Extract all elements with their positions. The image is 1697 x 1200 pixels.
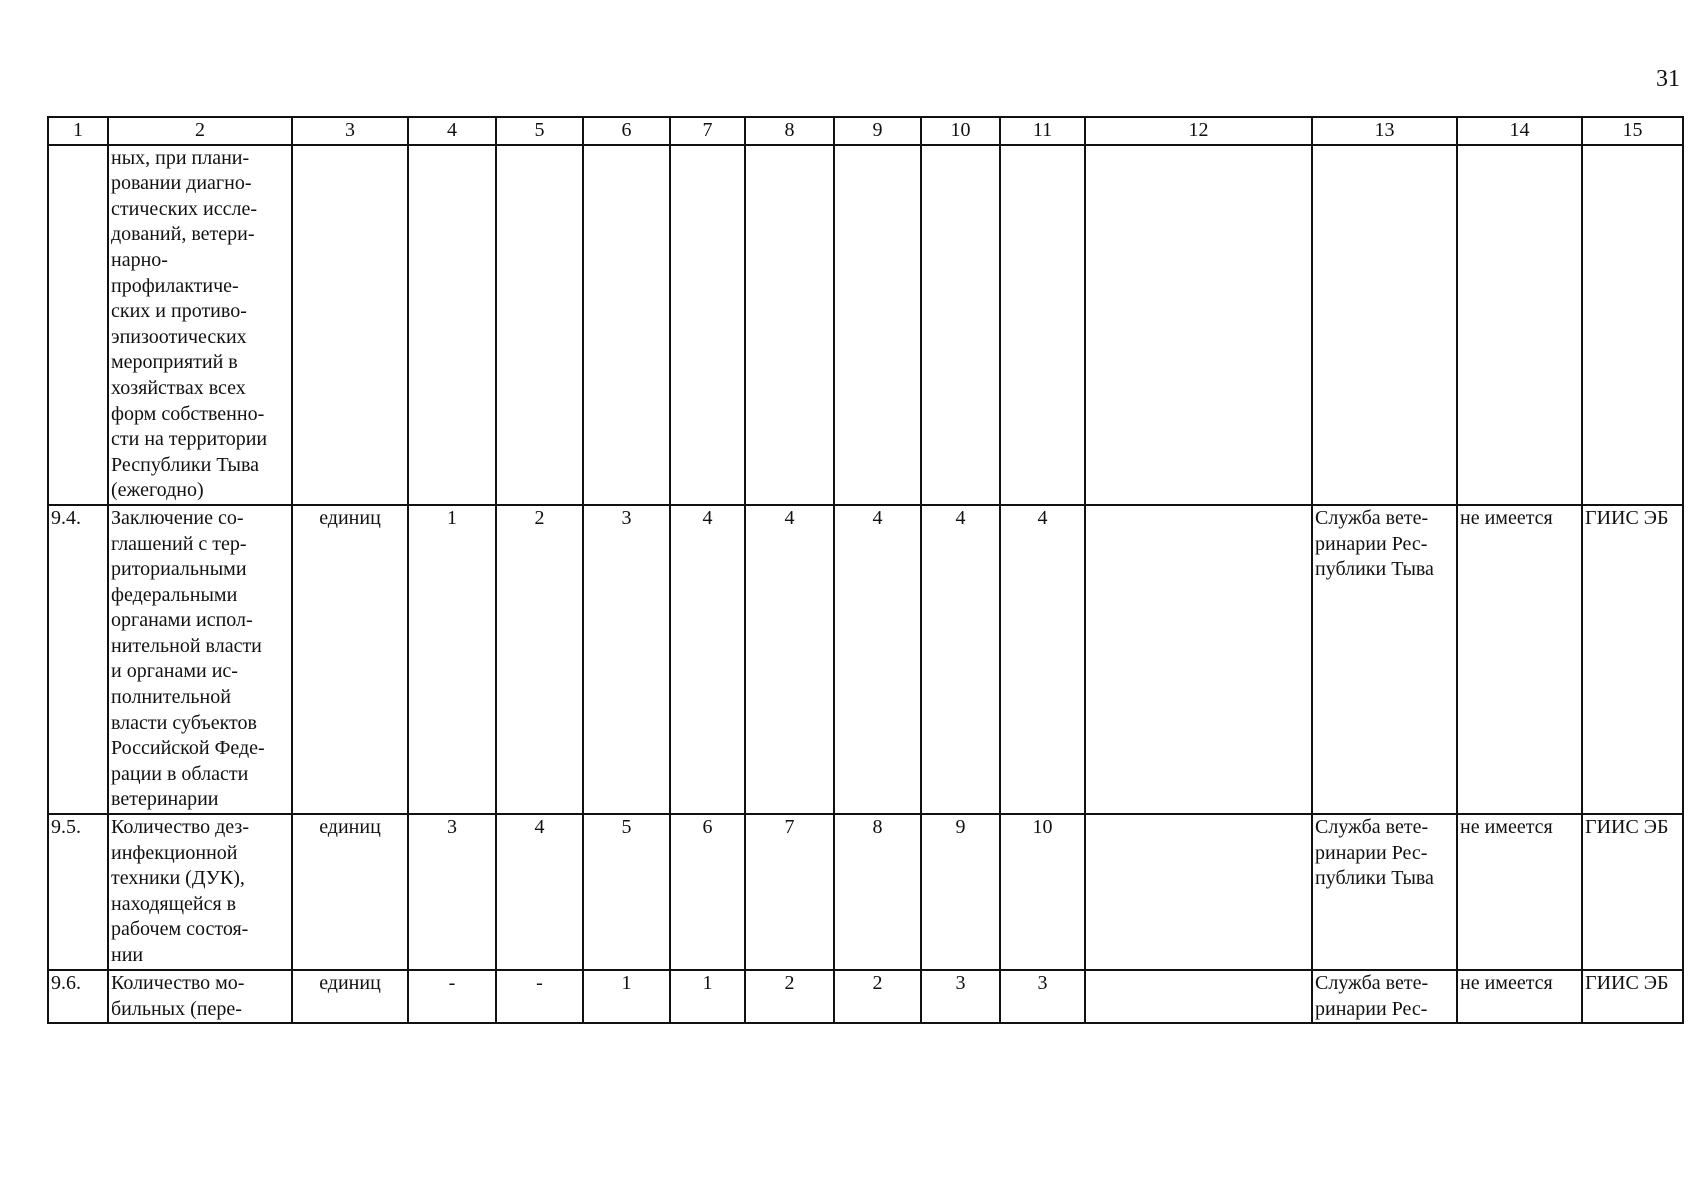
value-cell: 3 xyxy=(583,505,670,814)
value-cell: 4 xyxy=(1000,505,1085,814)
value-cell xyxy=(408,145,496,505)
value-cell: 4 xyxy=(834,505,921,814)
responsible-cell: Служба вете- ринарии Рес- публики Тыва xyxy=(1312,505,1457,814)
column-header: 1 xyxy=(48,117,108,145)
column-header: 15 xyxy=(1582,117,1683,145)
row-number-cell: 9.4. xyxy=(48,505,108,814)
value-cell xyxy=(921,145,1000,505)
column-15-cell: ГИИС ЭБ xyxy=(1582,505,1683,814)
value-cell: 4 xyxy=(745,505,834,814)
page-number: 31 xyxy=(1656,66,1680,92)
value-cell: 1 xyxy=(408,505,496,814)
unit-cell: единиц xyxy=(292,970,408,1023)
column-14-cell xyxy=(1457,145,1582,505)
column-header: 10 xyxy=(921,117,1000,145)
column-header: 9 xyxy=(834,117,921,145)
unit-cell xyxy=(292,145,408,505)
value-cell xyxy=(745,145,834,505)
column-header: 2 xyxy=(108,117,292,145)
responsible-cell: Служба вете- ринарии Рес- xyxy=(1312,970,1457,1023)
column-14-cell: не имеется xyxy=(1457,814,1582,970)
row-number-cell: 9.5. xyxy=(48,814,108,970)
column-12-cell xyxy=(1085,970,1312,1023)
column-header: 8 xyxy=(745,117,834,145)
value-cell: - xyxy=(408,970,496,1023)
column-15-cell xyxy=(1582,145,1683,505)
column-15-cell: ГИИС ЭБ xyxy=(1582,814,1683,970)
value-cell: 2 xyxy=(496,505,583,814)
value-cell: 2 xyxy=(834,970,921,1023)
value-cell: 3 xyxy=(921,970,1000,1023)
column-header: 6 xyxy=(583,117,670,145)
unit-cell: единиц xyxy=(292,814,408,970)
value-cell: 1 xyxy=(670,970,745,1023)
unit-cell: единиц xyxy=(292,505,408,814)
column-15-cell: ГИИС ЭБ xyxy=(1582,970,1683,1023)
column-header: 5 xyxy=(496,117,583,145)
column-12-cell xyxy=(1085,505,1312,814)
indicator-name-cell: Заключение со- глашений с тер- риториальными федеральными органами испол- нительной власти и органами ис- полнительной власти субъектов Российской Феде- рации в области ветеринарии xyxy=(108,505,292,814)
responsible-cell: Служба вете- ринарии Рес- публики Тыва xyxy=(1312,814,1457,970)
value-cell: 8 xyxy=(834,814,921,970)
indicator-name-cell: ных, при плани- ровании диагно- стических иссле- дований, ветери- нарно- профилактиче- ских и противо- эпизоотических мероприятий в хозяйствах всех форм собственно- сти на территории Республики Тыва (ежегодно) xyxy=(108,145,292,505)
value-cell: 10 xyxy=(1000,814,1085,970)
value-cell xyxy=(834,145,921,505)
table-row xyxy=(48,505,1683,814)
value-cell: 4 xyxy=(670,505,745,814)
value-cell: 7 xyxy=(745,814,834,970)
value-cell: 5 xyxy=(583,814,670,970)
column-header: 14 xyxy=(1457,117,1582,145)
row-number-cell xyxy=(48,145,108,505)
table-row xyxy=(48,970,1683,1023)
column-header: 7 xyxy=(670,117,745,145)
column-12-cell xyxy=(1085,145,1312,505)
indicator-name-cell: Количество дез- инфекционной техники (ДУК), находящейся в рабочем состоя- нии xyxy=(108,814,292,970)
column-header: 4 xyxy=(408,117,496,145)
value-cell: 4 xyxy=(496,814,583,970)
value-cell xyxy=(583,145,670,505)
column-header: 12 xyxy=(1085,117,1312,145)
table-row xyxy=(48,814,1683,970)
value-cell: 9 xyxy=(921,814,1000,970)
column-header: 11 xyxy=(1000,117,1085,145)
value-cell xyxy=(670,145,745,505)
value-cell xyxy=(1000,145,1085,505)
value-cell: 3 xyxy=(408,814,496,970)
column-14-cell: не имеется xyxy=(1457,970,1582,1023)
responsible-cell xyxy=(1312,145,1457,505)
indicator-name-cell: Количество мо- бильных (пере- xyxy=(108,970,292,1023)
column-12-cell xyxy=(1085,814,1312,970)
value-cell: 1 xyxy=(583,970,670,1023)
value-cell: 6 xyxy=(670,814,745,970)
column-header: 3 xyxy=(292,117,408,145)
value-cell: 4 xyxy=(921,505,1000,814)
indicators-table xyxy=(47,116,1684,1024)
row-number-cell: 9.6. xyxy=(48,970,108,1023)
value-cell: 3 xyxy=(1000,970,1085,1023)
value-cell: - xyxy=(496,970,583,1023)
column-14-cell: не имеется xyxy=(1457,505,1582,814)
value-cell: 2 xyxy=(745,970,834,1023)
column-header: 13 xyxy=(1312,117,1457,145)
header-row xyxy=(48,117,1683,145)
value-cell xyxy=(496,145,583,505)
table-row xyxy=(48,145,1683,505)
